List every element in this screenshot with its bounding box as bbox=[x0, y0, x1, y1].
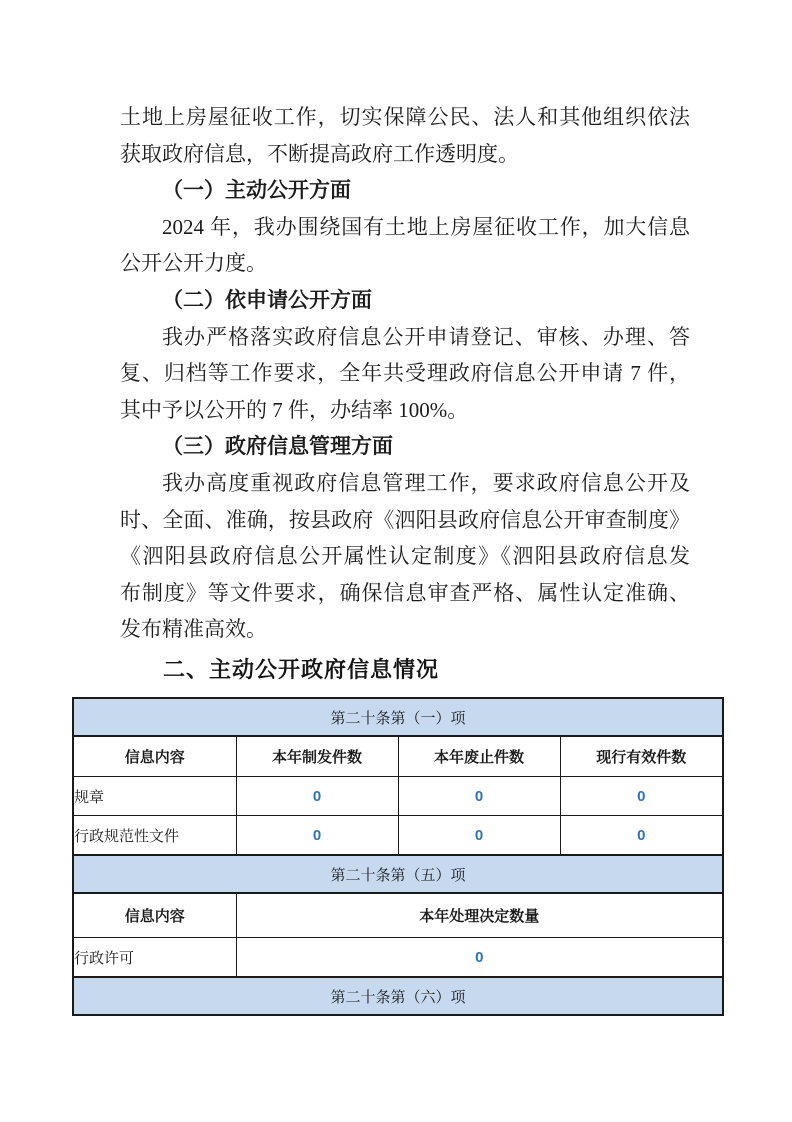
text-line: 发布精准高效。 bbox=[120, 617, 267, 642]
row-label: 规章 bbox=[73, 777, 236, 816]
text-line: 土地上房屋征收工作，切实保障公民、法人和其他组织依法 bbox=[120, 105, 690, 129]
col-header-abolished: 本年废止件数 bbox=[398, 736, 560, 777]
table-banner-item-5 bbox=[73, 855, 723, 893]
row-label: 行政规范性文件 bbox=[73, 816, 236, 856]
col-header-decisions: 本年处理决定数量 bbox=[236, 893, 723, 938]
col-header-effective: 现行有效件数 bbox=[560, 736, 723, 777]
table-header-row-2 bbox=[73, 893, 723, 938]
text-line: 我办严格落实政府信息公开申请登记、审核、办理、答 bbox=[162, 324, 690, 349]
banner-label: 第二十条第（六）项 bbox=[73, 977, 723, 1015]
cell-value: 0 bbox=[398, 777, 560, 816]
table-row-admin-license bbox=[73, 938, 723, 978]
subheading-3: （三）政府信息管理方面 bbox=[162, 434, 393, 459]
section-heading: 二、主动公开政府信息情况 bbox=[163, 657, 440, 682]
text-line: 获取政府信息，不断提高政府工作透明度。 bbox=[120, 141, 519, 166]
info-disclosure-table bbox=[72, 697, 724, 1016]
text-line: 公开公开力度。 bbox=[120, 251, 267, 276]
subheading-1: （一）主动公开方面 bbox=[162, 178, 351, 203]
text-line: 时、全面、准确，按县政府《泗阳县政府信息公开审查制度》 bbox=[120, 507, 690, 532]
cell-value: 0 bbox=[560, 816, 723, 856]
text-line: 布制度》等文件要求，确保信息审查严格、属性认定准确、 bbox=[120, 580, 690, 605]
table-row-regulations bbox=[73, 777, 723, 816]
subheading-2: （二）依申请公开方面 bbox=[162, 287, 372, 312]
text-line: 我办高度重视政府信息管理工作，要求政府信息公开及 bbox=[162, 470, 690, 495]
text-line: 复、归档等工作要求，全年共受理政府信息公开申请 7 件， bbox=[120, 361, 690, 386]
col-header-issued: 本年制发件数 bbox=[236, 736, 398, 777]
cell-value: 0 bbox=[236, 816, 398, 856]
cell-value: 0 bbox=[560, 777, 723, 816]
row-label: 行政许可 bbox=[73, 938, 236, 978]
cell-value: 0 bbox=[398, 816, 560, 856]
cell-value: 0 bbox=[236, 938, 723, 978]
table-header-row-1 bbox=[73, 736, 723, 777]
table-banner-item-6 bbox=[73, 977, 723, 1015]
col-header-info-content: 信息内容 bbox=[73, 736, 236, 777]
body-text bbox=[120, 99, 690, 648]
col-header-info-content: 信息内容 bbox=[73, 893, 236, 938]
text-line: 其中予以公开的 7 件，办结率 100%。 bbox=[120, 397, 469, 422]
table-row-normative-documents bbox=[73, 816, 723, 856]
cell-value: 0 bbox=[236, 777, 398, 816]
text-line: 2024 年，我办围绕国有土地上房屋征收工作，加大信息 bbox=[162, 214, 690, 239]
text-line: 《泗阳县政府信息公开属性认定制度》《泗阳县政府信息发 bbox=[120, 544, 690, 569]
banner-label: 第二十条第（五）项 bbox=[73, 855, 723, 893]
banner-label: 第二十条第（一）项 bbox=[73, 698, 723, 736]
table-banner-item-1 bbox=[73, 698, 723, 736]
